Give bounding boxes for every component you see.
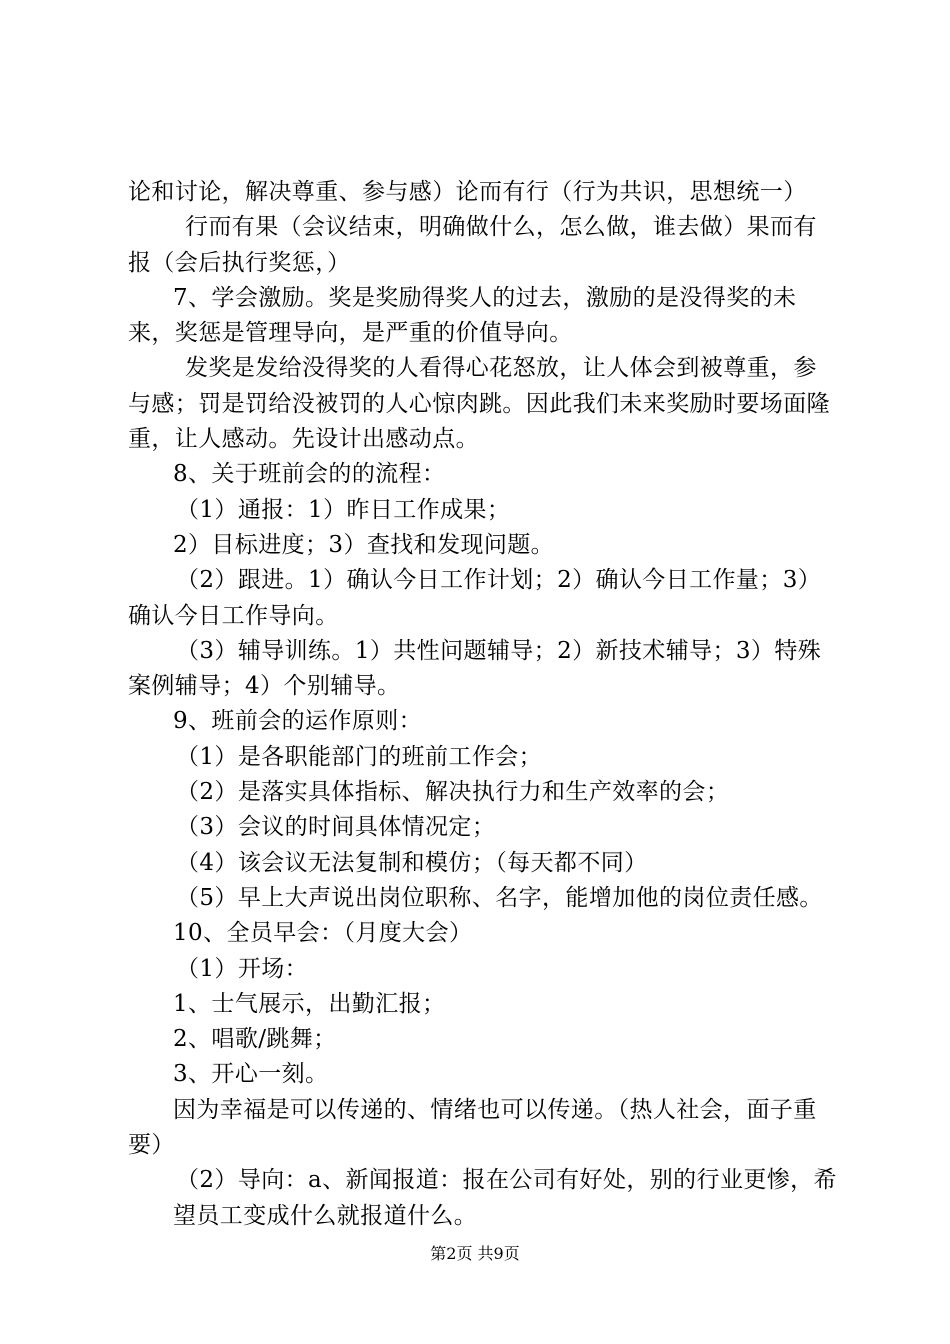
section-heading: 10、全员早会：（月度大会） [173,920,473,947]
section-heading: 9、班前会的运作原则： [173,708,423,735]
paragraph: 发奖是发给没得奖的人看得心花怒放，让人体会到被尊重，参与感；罚是罚给没被罚的人心惊肉跳。因此我们未来奖励时要场面隆重，让人感动。先设计出感动点。 [128,355,830,453]
list-item: （2）导向：a、新闻报道：报在公司有好处，别的行业更惨，希 [176,1167,837,1194]
paragraph: 望员工变成什么就报道什么。 [173,1202,478,1229]
document-body [128,175,840,1234]
list-item: 2）目标进度；3）查找和发现问题。 [173,531,555,558]
list-item: （1）通报：1）昨日工作成果； [176,496,511,523]
list-item: （2）跟进。1）确认今日工作计划；2）确认今日工作量；3）确认今日工作导向。 [128,567,822,629]
paragraph: 7、学会激励。奖是奖励得奖人的过去，激励的是没得奖的未来，奖惩是管理导向，是严重的价值导向。 [128,284,797,347]
list-item: 3、开心一刻。 [173,1061,329,1088]
paragraph: 论和讨论，解决尊重、参与感）论而有行（行为共识，思想统一） [128,179,807,205]
page-number-footer: 第2页 共9页 [430,1244,520,1263]
list-item: （4）该会议无法复制和模仿；（每天都不同） [176,849,648,876]
list-item: 2、唱歌/跳舞； [173,1026,337,1053]
list-item: （5）早上大声说出岗位职称、名字，能增加他的岗位责任感。 [176,884,823,911]
list-item: （1）是各职能部门的班前工作会； [176,743,543,770]
section-heading: 8、关于班前会的的流程： [173,461,446,488]
list-item: 1、士气展示，出勤汇报； [173,990,446,1017]
list-item: （2）是落实具体指标、解决执行力和生产效率的会； [176,779,730,806]
list-item: （1）开场： [176,955,309,982]
paragraph: 因为幸福是可以传递的、情绪也可以传递。（热人社会，面子重要） [128,1096,817,1159]
paragraph: 行而有果（会议结束，明确做什么，怎么做，谁去做）果而有报（会后执行奖惩，） [128,214,817,276]
list-item: （3）辅导训练。1）共性问题辅导；2）新技术辅导；3）特殊案例辅导；4）个别辅导。 [128,637,822,700]
list-item: （3）会议的时间具体情况定； [176,814,496,841]
